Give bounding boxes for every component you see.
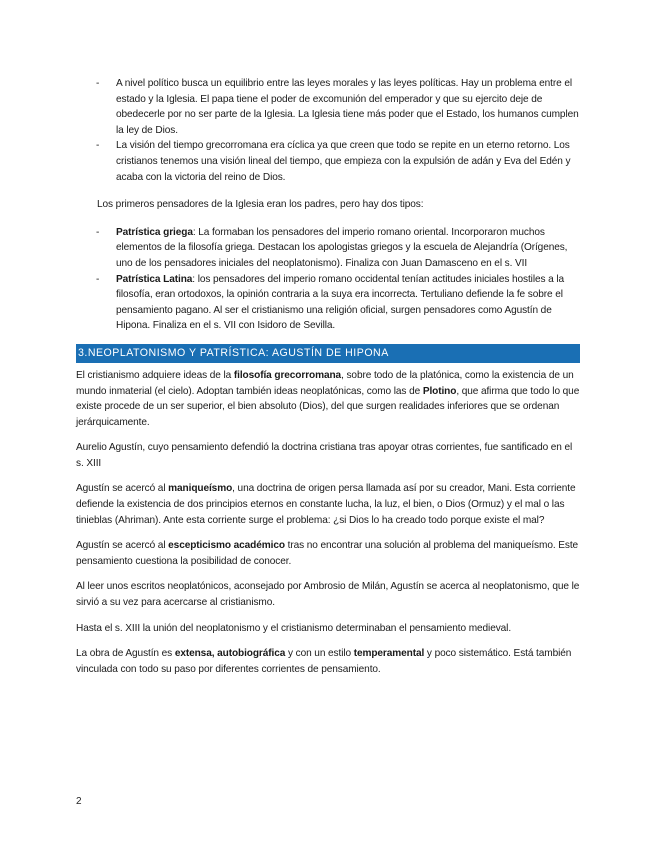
page-content	[76, 76, 580, 687]
bullet-text: : los pensadores del imperio romano occidental tenían actitudes iniciales hostiles a la filosofía, eran ortodoxos, la opinión contraria a la suya era incorrecta. Tertuliano defiende la fe sobre el pensamiento pagano. Al ser el cristianismo una religión oficial, surgen pensadores como Agustín de Hipona. Finaliza en el s. VII con Isidoro de Sevilla.	[116, 273, 564, 332]
bullet-list-top	[76, 76, 580, 185]
bullet-dash: -	[96, 78, 100, 89]
paragraph	[76, 368, 580, 430]
text-run: La obra de Agustín es	[76, 648, 175, 660]
bullet-dash: -	[96, 226, 100, 238]
text-run: Al leer unos escritos neoplatónicos, aconsejado por Ambrosio de Milán, Agustín se acerca al neoplatonismo, que le sirvió a su vez para acercarse al cristianismo.	[76, 581, 580, 609]
bullet-text: La visión del tiempo grecorromana era cíclica ya que creen que todo se repite en un eterno retorno. Los cristianos tenemos una visión lineal del tiempo, que empieza con la expulsión de adán y Eva del Edén y acaba con la victoria del reino de Dios.	[116, 140, 571, 183]
text-run: El cristianismo adquiere ideas de la	[76, 369, 234, 381]
paragraph	[76, 621, 580, 637]
paragraph	[76, 440, 580, 471]
bold-run: filosofía grecorromana	[233, 369, 342, 381]
bold-run: Plotino	[422, 385, 457, 397]
bullet-item	[76, 225, 580, 272]
paragraph	[76, 538, 580, 569]
bullet-term: Patrística griega	[116, 226, 193, 238]
bullet-item	[76, 272, 580, 334]
bullet-term: Patrística Latina	[116, 273, 193, 285]
bullet-item	[76, 76, 580, 138]
bold-run: escepticismo académico	[168, 540, 285, 552]
paragraph	[76, 646, 580, 677]
text-run: y con un estilo	[285, 648, 354, 660]
bullet-dash: -	[96, 273, 100, 285]
bold-run: maniqueísmo	[168, 483, 233, 495]
bold-run: temperamental	[353, 648, 425, 660]
bullet-text: : La formaban los pensadores del imperio romano oriental. Incorporaron muchos elementos de la filosofía griega. Destacan los apologistas griegos y la escuela de Alejandría (Orígenes, uno de los pensadores iniciales del neoplatonismo). Finaliza con Juan Damasceno en el s. VII	[116, 226, 568, 269]
bullet-item	[76, 138, 580, 185]
paragraph	[76, 579, 580, 610]
section-heading: 3.NEOPLATONISMO Y PATRÍSTICA: AGUSTÍN DE HIPONA	[76, 344, 580, 363]
intro-paragraph: Los primeros pensadores de la Iglesia eran los padres, pero hay dos tipos:	[97, 199, 424, 211]
bullet-dash: -	[96, 140, 100, 152]
text-run: , sobre todo de la platónica, como la existencia de un mundo inmaterial (el cielo). Adoptan también ideas neoplatónicas, como las de	[76, 369, 574, 397]
text-run: Aurelio Agustín, cuyo pensamiento defendió la doctrina cristiana tras apoyar otras corrientes, fue santificado en el s. XIII	[76, 442, 573, 469]
text-run: Agustín se acercó al	[76, 483, 169, 495]
bullet-list-types	[76, 225, 580, 334]
text-run: tras no encontrar una solución al problema del maniqueísmo. Este pensamiento cuestiona la posibilidad de conocer.	[76, 540, 579, 567]
text-run: , que afirma que todo lo que existe procede de un ser superior, el bien absoluto (Dios), del que surgen realidades inferiores que se ordenan jerárquicamente.	[76, 385, 580, 428]
bullet-text: A nivel político busca un equilibrio entre las leyes morales y las leyes políticas. Hay un problema entre el estado y la Iglesia. El papa tiene el poder de excomunión del emperador y que su ejercito deje de obedecerle por no ser parte de la Iglesia. La Iglesia tiene más poder que el Estado, los humanos cumplen la ley de Dios.	[116, 78, 579, 136]
text-run: , una doctrina de origen persa llamada así por su creador, Mani. Esta corriente defiende la existencia de dos principios eternos en constante lucha, la luz, el bien, o Dios (Ormuz) y el mal o las tinieblas (Ahriman). Ante esta corriente surge el problema: ¿si Dios lo ha creado todo porque existe el mal?	[76, 483, 576, 526]
bold-run: extensa, autobiográfica	[174, 648, 286, 660]
text-run: y poco sistemático. Está también vinculada con todo su paso por diferentes corrientes de pensamiento.	[76, 648, 572, 675]
text-run: Hasta el s. XIII la unión del neoplatonismo y el cristianismo determinaban el pensamiento medieval.	[76, 622, 512, 634]
page-number: 2	[76, 796, 82, 807]
text-run: Agustín se acercó al	[76, 540, 169, 552]
paragraph	[76, 481, 580, 528]
